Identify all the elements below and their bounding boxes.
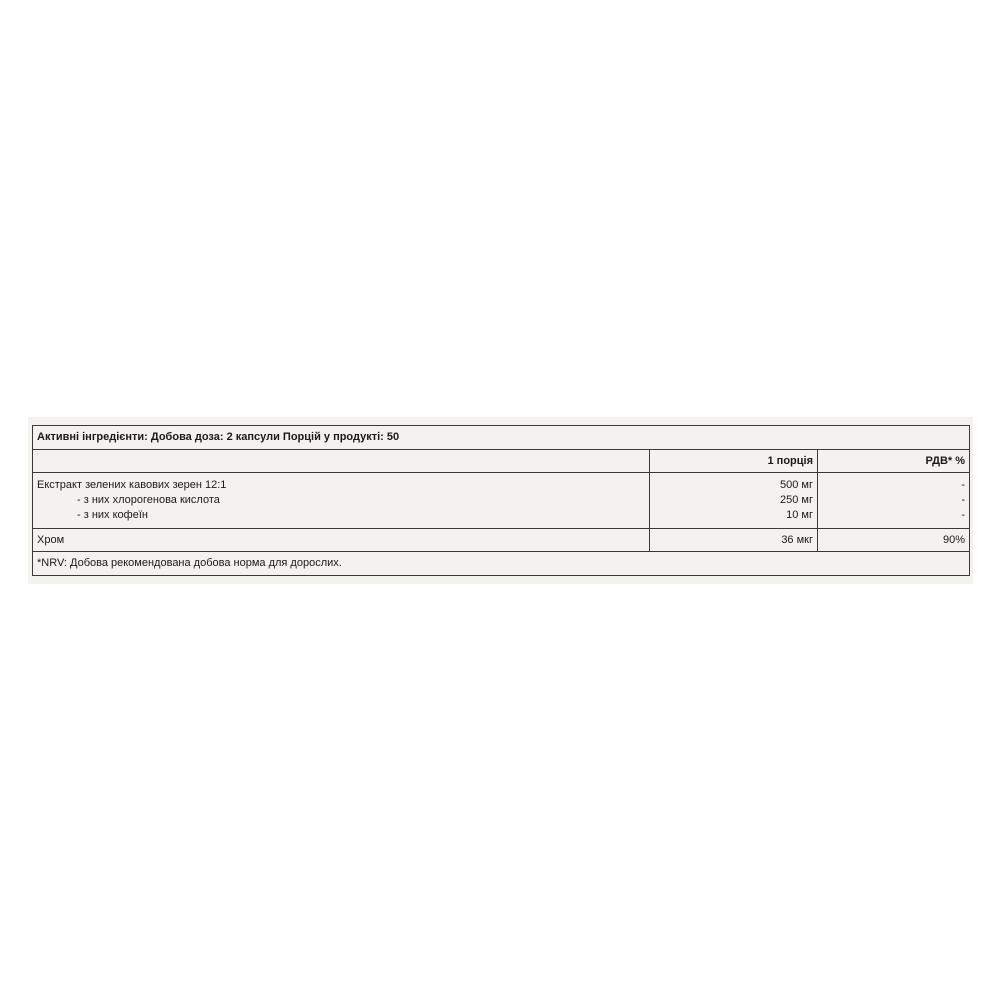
table-row (33, 473, 970, 529)
ingredient-amount: 500 мг (780, 479, 813, 491)
table-row (33, 529, 970, 552)
ingredient-rdv: 90% (818, 529, 970, 552)
table-title-row (33, 426, 970, 450)
ingredient-name-cell (33, 473, 650, 529)
ingredient-amount: 10 мг (786, 509, 813, 521)
sub-ingredient-name: - з них хлорогенова кислота (77, 494, 220, 506)
ingredient-name: Екстракт зелених кавових зерен 12:1 (37, 479, 227, 491)
supplement-facts-table (32, 425, 970, 576)
header-rdv: РДВ* % (818, 450, 970, 473)
ingredient-rdv-cell (818, 473, 970, 529)
header-serving: 1 порція (650, 450, 818, 473)
ingredient-rdv: - (961, 494, 966, 506)
ingredient-rdv: - (961, 479, 966, 491)
supplement-facts-panel (28, 417, 973, 584)
table-title: Активні інгредієнти: Добова доза: 2 капсули Порцій у продукті: 50 (33, 426, 970, 450)
table-footnote-row (33, 552, 970, 576)
sub-ingredient-name: - з них кофеїн (77, 509, 148, 521)
ingredient-rdv: - (961, 509, 966, 521)
ingredient-amount-cell (650, 473, 818, 529)
ingredient-amount: 36 мкг (650, 529, 818, 552)
ingredient-name: Хром (33, 529, 650, 552)
footnote: *NRV: Добова рекомендована добова норма для дорослих. (33, 552, 970, 576)
table-header-row (33, 450, 970, 473)
header-name-cell (33, 450, 650, 473)
ingredient-amount: 250 мг (780, 494, 813, 506)
